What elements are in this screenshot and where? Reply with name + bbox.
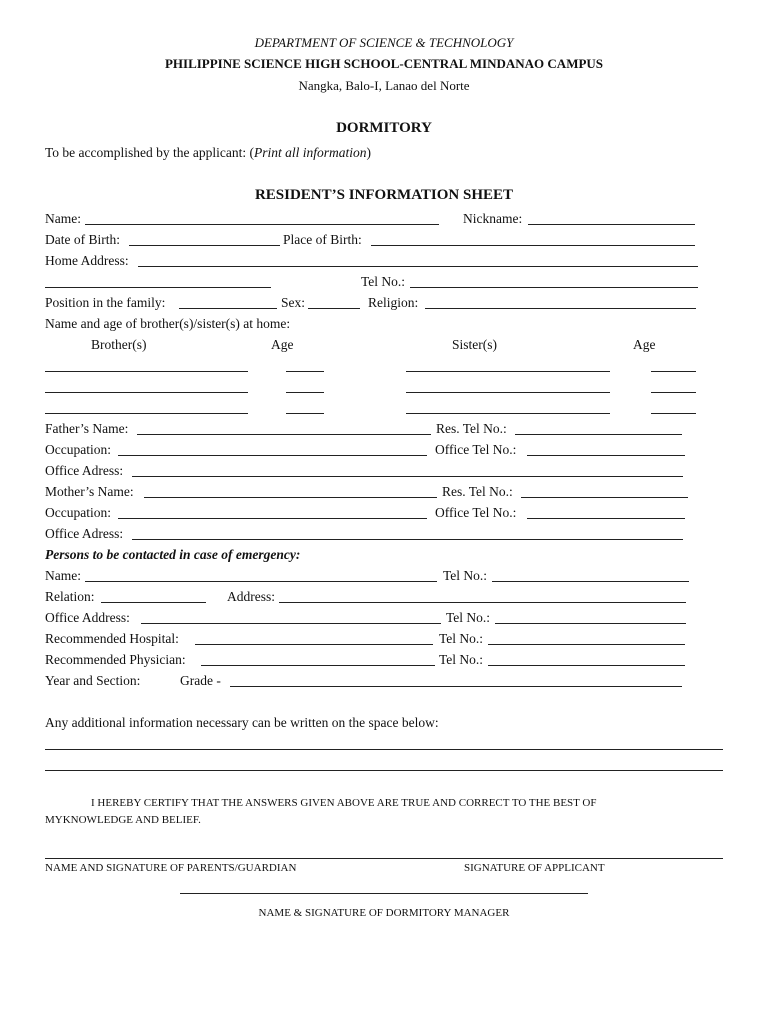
name-label: Name:	[45, 211, 81, 226]
brother-age-field[interactable]	[286, 371, 324, 372]
physician-label: Recommended Physician:	[45, 652, 186, 667]
brother-age-field[interactable]	[286, 392, 324, 393]
home-address-label: Home Address:	[45, 253, 129, 268]
parents-signature-label: NAME AND SIGNATURE OF PARENTS/GUARDIAN	[45, 862, 297, 874]
dob-label: Date of Birth:	[45, 232, 120, 247]
dormitory-title: DORMITORY	[336, 120, 432, 136]
tel-field[interactable]	[410, 287, 698, 288]
sisters-header: Sister(s)	[452, 337, 497, 352]
sex-field[interactable]	[308, 308, 360, 309]
emergency-office-address-label: Office Address:	[45, 610, 130, 625]
sheet-title: RESIDENT’S INFORMATION SHEET	[254, 187, 514, 203]
father-name-field[interactable]	[137, 434, 431, 435]
name-field[interactable]	[85, 224, 439, 225]
signature-line[interactable]	[45, 858, 723, 859]
applicant-signature-label: SIGNATURE OF APPLICANT	[464, 862, 605, 874]
emergency-address-label: Address:	[227, 589, 275, 604]
brothers-header: Brother(s)	[91, 337, 147, 352]
father-res-tel-field[interactable]	[515, 434, 682, 435]
father-res-tel-label: Res. Tel No.:	[436, 421, 507, 436]
physician-tel-field[interactable]	[488, 665, 685, 666]
nickname-label: Nickname:	[463, 211, 523, 226]
hospital-tel-label: Tel No.:	[439, 631, 484, 646]
sisters-age-header: Age	[633, 337, 656, 352]
certify-line-2: MYKNOWLEDGE AND BELIEF.	[45, 814, 201, 826]
emergency-tel-field[interactable]	[492, 581, 689, 582]
school-address: Nangka, Balo-I, Lanao del Norte	[298, 78, 470, 93]
emergency-heading: Persons to be contacted in case of emergency:	[45, 547, 301, 562]
emergency-office-tel-field[interactable]	[495, 623, 686, 624]
mother-occupation-label: Occupation:	[45, 505, 111, 520]
sister-name-field[interactable]	[406, 392, 610, 393]
hospital-tel-field[interactable]	[488, 644, 685, 645]
brother-age-field[interactable]	[286, 413, 324, 414]
emergency-office-tel-label: Tel No.:	[446, 610, 491, 625]
father-office-tel-label: Office Tel No.:	[435, 442, 517, 457]
sister-age-field[interactable]	[651, 392, 696, 393]
hospital-field[interactable]	[195, 644, 433, 645]
certify-line-1: I HEREBY CERTIFY THAT THE ANSWERS GIVEN ABOVE ARE TRUE AND CORRECT TO THE BEST OF	[91, 797, 597, 809]
father-name-label: Father’s Name:	[45, 421, 129, 436]
relation-label: Relation:	[45, 589, 95, 604]
emergency-address-field[interactable]	[279, 602, 686, 603]
mother-office-address-label: Office Adress:	[45, 526, 124, 541]
mother-occupation-field[interactable]	[118, 518, 427, 519]
year-section-label: Year and Section:	[45, 673, 141, 688]
sister-age-field[interactable]	[651, 413, 696, 414]
brother-name-field[interactable]	[45, 413, 248, 414]
grade-field[interactable]	[230, 686, 682, 687]
instruction-text: To be accomplished by the applicant: (Print all information)	[45, 145, 372, 160]
position-label: Position in the family:	[45, 295, 166, 310]
sister-age-field[interactable]	[651, 371, 696, 372]
emergency-office-address-field[interactable]	[141, 623, 441, 624]
siblings-label: Name and age of brother(s)/sister(s) at home:	[45, 316, 291, 331]
home-address-field[interactable]	[138, 266, 698, 267]
mother-office-tel-field[interactable]	[527, 518, 685, 519]
sex-label: Sex:	[281, 295, 306, 310]
mother-res-tel-field[interactable]	[521, 497, 688, 498]
emergency-name-field[interactable]	[85, 581, 437, 582]
sister-name-field[interactable]	[406, 371, 610, 372]
father-office-address-label: Office Adress:	[45, 463, 124, 478]
nickname-field[interactable]	[528, 224, 695, 225]
physician-tel-label: Tel No.:	[439, 652, 484, 667]
pob-field[interactable]	[371, 245, 695, 246]
mother-res-tel-label: Res. Tel No.:	[442, 484, 513, 499]
mother-name-label: Mother’s Name:	[45, 484, 134, 499]
father-occupation-field[interactable]	[118, 455, 427, 456]
religion-label: Religion:	[368, 295, 419, 310]
mother-office-tel-label: Office Tel No.:	[435, 505, 517, 520]
additional-info-field-2[interactable]	[45, 770, 723, 771]
home-address-field-2[interactable]	[45, 287, 271, 288]
manager-signature-line[interactable]	[180, 893, 588, 894]
manager-signature-label: NAME & SIGNATURE OF DORMITORY MANAGER	[258, 907, 510, 919]
position-field[interactable]	[179, 308, 277, 309]
emergency-tel-label: Tel No.:	[443, 568, 488, 583]
father-occupation-label: Occupation:	[45, 442, 111, 457]
religion-field[interactable]	[425, 308, 696, 309]
emergency-name-label: Name:	[45, 568, 81, 583]
hospital-label: Recommended Hospital:	[45, 631, 179, 646]
tel-label: Tel No.:	[361, 274, 406, 289]
brother-name-field[interactable]	[45, 392, 248, 393]
dob-field[interactable]	[129, 245, 280, 246]
additional-info-label: Any additional information necessary can be written on the space below:	[45, 715, 439, 730]
physician-field[interactable]	[201, 665, 435, 666]
father-office-address-field[interactable]	[132, 476, 683, 477]
brother-name-field[interactable]	[45, 371, 248, 372]
mother-name-field[interactable]	[144, 497, 437, 498]
department-heading: DEPARTMENT OF SCIENCE & TECHNOLOGY	[254, 35, 514, 50]
pob-label: Place of Birth:	[283, 232, 362, 247]
sister-name-field[interactable]	[406, 413, 610, 414]
relation-field[interactable]	[101, 602, 206, 603]
grade-label: Grade -	[180, 673, 221, 688]
brothers-age-header: Age	[271, 337, 294, 352]
school-heading: PHILIPPINE SCIENCE HIGH SCHOOL-CENTRAL MINDANAO CAMPUS	[164, 56, 604, 71]
additional-info-field[interactable]	[45, 749, 723, 750]
mother-office-address-field[interactable]	[132, 539, 683, 540]
father-office-tel-field[interactable]	[527, 455, 685, 456]
